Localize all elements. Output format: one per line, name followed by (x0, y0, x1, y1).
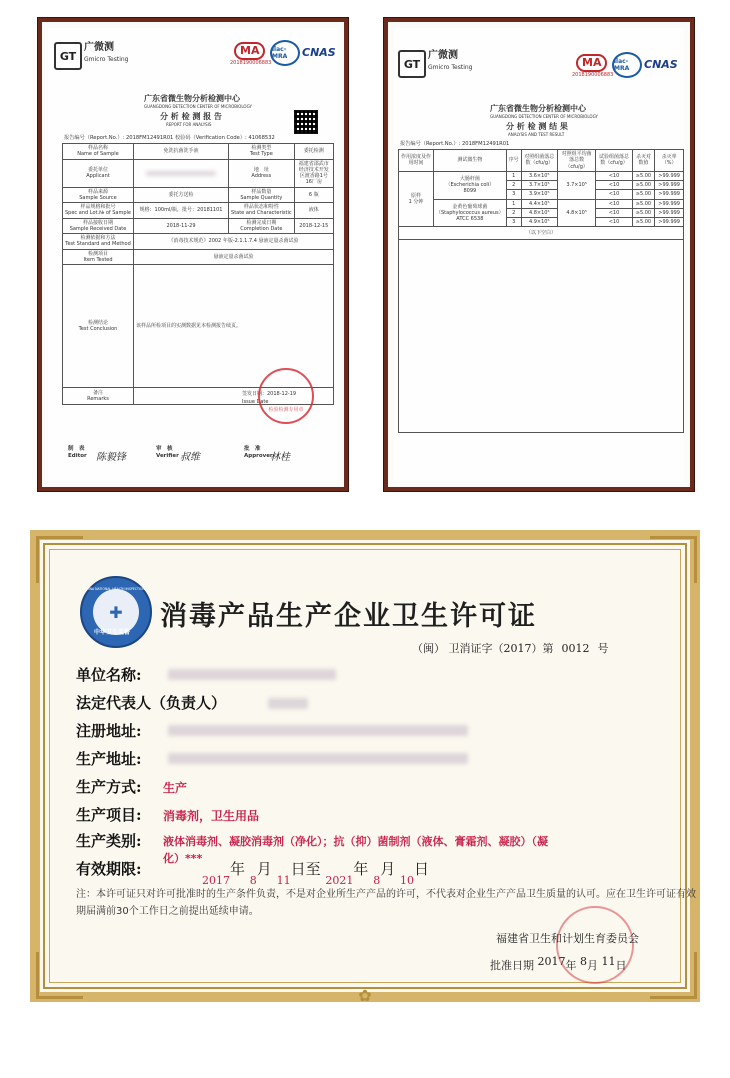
frame-corner-ornament (650, 536, 697, 583)
production-mode-value: 生产 (163, 781, 188, 795)
legal-rep-label: 法定代表人（负责人） (76, 694, 227, 712)
test-count-cell: <10 (596, 199, 632, 208)
cert-suffix: 号 (597, 642, 609, 655)
ma-certification-icon: MA (234, 42, 265, 60)
cert-number-line (412, 640, 609, 656)
approve-day: 11 (601, 955, 616, 968)
label-cell: 样品规格和批号 Spec and Lot.№ of Sample (63, 203, 134, 219)
report-number: 报告编号（Report.No.）: 2018FM12491R01 校验码（Verification Code）: 41068532 (64, 135, 275, 141)
production-types-value-1: 液体消毒剂、凝胶消毒剂（净化）；抗（抑）菌制剂（液体、膏霜剂、凝胶）（凝 (163, 835, 548, 848)
table-row (63, 203, 334, 219)
seq-cell: 3 (506, 190, 521, 199)
table-row (63, 234, 334, 250)
table-row (63, 159, 334, 187)
license-title: 消毒产品生产企业卫生许可证 (160, 601, 537, 632)
rate-cell: >99.999 (655, 208, 684, 217)
valid-day-2: 10 (399, 874, 414, 887)
header-cell: 对照组平均菌落总数（cfu/g） (557, 150, 596, 172)
approve-label: 批准日期 (490, 959, 534, 972)
emblem-caption: 中华卫生监督 (94, 629, 131, 636)
company-name-en: Gmicro Testing (428, 64, 473, 71)
label-cell: 样品接收日期 Sample Received Date (63, 218, 134, 234)
log-cell: ≥5.00 (632, 199, 655, 208)
header-cell: 杀灭率（%） (655, 150, 684, 172)
valid-yue-2: 月 (380, 860, 396, 878)
health-inspection-emblem-icon: ✚ (80, 576, 152, 648)
log-cell: ≥5.00 (632, 218, 655, 227)
company-name-cn: 广微测 (84, 42, 114, 53)
editor-signature: 陈毅锋 (96, 452, 126, 463)
valid-year-2: 2021 (325, 874, 354, 887)
blank-area-row (399, 240, 684, 433)
label-cell: 检测结论 Test Conclusion (63, 265, 134, 388)
report-number: 报告编号（Report.No.）: 2018FM12491R01 (400, 141, 510, 147)
log-cell: ≥5.00 (632, 190, 655, 199)
header-cell: 杀灭对数值 (632, 150, 655, 172)
rate-cell: >99.999 (655, 171, 684, 180)
org-title-en: GUANGDONG DETECTION CENTER OF MICROBIOLOGY (144, 104, 252, 109)
label-cell: 备注 Remarks (63, 388, 134, 405)
org-title-en: GUANGDONG DETECTION CENTER OF MICROBIOLOGY (490, 114, 598, 119)
label-cell: 样品名称 Name of Sample (63, 144, 134, 160)
rate-cell: >99.999 (655, 181, 684, 190)
gmicro-logo-icon: GT (54, 42, 82, 70)
approver-signature: 林桂 (270, 452, 290, 463)
table-row (399, 227, 684, 240)
rate-cell: >99.999 (655, 199, 684, 208)
production-items-value: 消毒剂，卫生用品 (163, 809, 260, 823)
rate-cell: >99.999 (655, 190, 684, 199)
report-page-2 (384, 18, 694, 491)
value-cell: 委托方送检 (134, 187, 229, 203)
table-row (63, 187, 334, 203)
legal-rep-redacted (268, 698, 308, 709)
value-cell: 福建省邵武市经济技术开发区渡香路1号 16厂房 (294, 159, 333, 187)
approve-ri: 日 (615, 959, 627, 972)
license-note: 注：本许可证只对许可批准时的生产条件负责，不是对企业所生产产品的许可，不代表对企业生产产品卫生质量的认可。应在卫生许可证有效期届满前30个工作日之前提出延续申请。 (76, 889, 696, 917)
validity-dates (202, 858, 429, 887)
ilac-mra-icon: ilac-MRA (270, 40, 300, 66)
company-name-cn: 广微测 (428, 50, 458, 61)
label-cell: 检测项目 Item Tested (63, 249, 134, 265)
count-cell: 4.9×10⁵ (521, 218, 557, 227)
table-row (63, 249, 334, 265)
valid-month-1: 8 (249, 874, 257, 887)
cert-year: 2017 (503, 642, 532, 655)
issuer-name: 福建省卫生和计划生育委员会 (496, 932, 639, 945)
result-table (398, 149, 684, 433)
organism-cell: 金黄色葡萄球菌 （Staphylococcus aureus） ATCC 6538 (434, 199, 507, 227)
seq-cell: 1 (506, 171, 521, 180)
valid-nian-2: 年 (353, 860, 369, 878)
org-title: 广东省微生物分析检测中心 (490, 104, 586, 113)
cert-prefix: （闽） (412, 642, 445, 655)
blank-cell (399, 240, 684, 433)
seal-text: 检验检测专用章 (268, 406, 304, 413)
approve-year: 2017 (537, 955, 566, 968)
header-cell: 测试微生物 (434, 150, 507, 172)
test-count-cell: <10 (596, 190, 632, 199)
rate-cell: >99.999 (655, 218, 684, 227)
frame-corner-ornament (36, 952, 83, 999)
approve-nian: 年 (565, 959, 577, 972)
label-cell: 检测依据和方法 Test Standard and Method (63, 234, 134, 250)
log-cell: ≥5.00 (632, 208, 655, 217)
doc-title: 分 析 检 测 报 告 (160, 112, 222, 121)
unit-name-redacted (168, 669, 336, 680)
avg-cell: 4.8×10⁵ (557, 199, 596, 227)
avg-cell: 3.7×10⁵ (557, 171, 596, 199)
valid-nian-1: 年 (230, 860, 246, 878)
count-cell: 3.7×10⁵ (521, 181, 557, 190)
value-cell: 2018-11-29 (134, 218, 229, 234)
value-cell-redacted (134, 159, 229, 187)
official-seal-icon (258, 368, 314, 424)
doc-title-en: ANALYSIS AND TEST RESULT (508, 132, 565, 137)
registered-address-redacted (168, 725, 468, 736)
approve-month: 8 (580, 955, 587, 968)
unit-name-label: 单位名称: (76, 666, 142, 684)
approval-date (490, 957, 627, 973)
company-name-en: Gmicro Testing (84, 56, 129, 63)
emblem-top-text: CHINA NATIONAL HEALTH INSPECTION (84, 587, 145, 591)
log-cell: ≥5.00 (632, 171, 655, 180)
table-row (399, 199, 684, 208)
verifier-signature: 叔维 (180, 452, 200, 463)
label-cell: 检测类型 Test Type (229, 144, 295, 160)
test-count-cell: <10 (596, 208, 632, 217)
value-cell: 6 瓶 (294, 187, 333, 203)
log-cell: ≥5.00 (632, 181, 655, 190)
count-cell: 3.6×10⁵ (521, 171, 557, 180)
org-title: 广东省微生物分析检测中心 (144, 94, 240, 103)
table-row (63, 218, 334, 234)
label-cell: 检测完成日期 Completion Date (229, 218, 295, 234)
label-cell: 委托单位 Applicant (63, 159, 134, 187)
cert-mid: 卫消证字（ (448, 642, 504, 655)
seq-cell: 1 (506, 199, 521, 208)
bottom-ornament-icon: ✿ (358, 986, 372, 1005)
header-cell: 试验组菌落总数（cfu/g） (596, 150, 632, 172)
ma-code: 2018190006883 (572, 72, 614, 78)
organism-cell: 大肠杆菌 （Escherichia coli） 8099 (434, 171, 507, 199)
conclusion-cell (134, 265, 334, 388)
issue-date: 签发日期：2018-12-19 (242, 391, 297, 397)
seq-cell: 2 (506, 181, 521, 190)
seq-cell: 3 (506, 218, 521, 227)
cert-no: 0012 (561, 642, 590, 655)
ma-certification-icon: MA (576, 54, 607, 72)
value-cell: 《消毒技术规范》2002 年版-2.1.1.7.4 悬液定量杀菌试验 (134, 234, 334, 250)
test-count-cell: <10 (596, 218, 632, 227)
production-types-value-2: 化）*** (163, 852, 203, 865)
value-cell: 免洗抗菌洗手液 (134, 144, 229, 160)
gmicro-logo-icon: GT (398, 50, 426, 78)
label-cell: 样品来源 Sample Source (63, 187, 134, 203)
report-page-1 (38, 18, 348, 491)
valid-ri-2: 日 (413, 860, 429, 878)
report-info-table (62, 143, 334, 405)
production-types-label: 生产类别: (76, 832, 142, 850)
header-cell: 对照组菌落总数（cfu/g） (521, 150, 557, 172)
table-header-row (399, 150, 684, 172)
qr-code-icon (294, 110, 318, 134)
approver-label: 批 准 Approver (244, 446, 273, 459)
valid-day-1: 11 (276, 874, 291, 887)
count-cell: 4.8×10⁵ (521, 208, 557, 217)
cert-mid2: ）第 (531, 642, 554, 655)
validity-label: 有效期限: (76, 860, 142, 878)
production-address-redacted (168, 753, 468, 764)
production-mode-label: 生产方式: (76, 778, 142, 796)
valid-ri-zhi: 日至 (290, 860, 321, 878)
value-cell: 委托检测 (294, 144, 333, 160)
label-cell: 样品数量 Sample Quantity (229, 187, 295, 203)
doc-title-en: REPORT FOR ANALYSIS (166, 122, 212, 127)
test-count-cell: <10 (596, 181, 632, 190)
verifier-label: 审 核 Verifier (156, 446, 179, 459)
frame-corner-ornament (36, 536, 83, 583)
value-cell: 2018-12-15 (294, 218, 333, 234)
ma-code: 2018190006883 (230, 60, 272, 66)
header-cell: 序号 (506, 150, 521, 172)
label-cell: 地 址 Address (229, 159, 295, 187)
value-cell: 规格：100ml/瓶，批号：20181101 (134, 203, 229, 219)
conclusion-text: 该样品所检项目的实测数据见本检测报告续页。 (136, 322, 242, 329)
doc-title: 分 析 检 测 结 果 (506, 122, 568, 131)
valid-month-2: 8 (373, 874, 381, 887)
registered-address-label: 注册地址: (76, 722, 142, 740)
value-cell: 液体 (294, 203, 333, 219)
approve-yue: 月 (587, 959, 598, 972)
production-items-label: 生产项目: (76, 806, 142, 824)
value-cell: 悬液定量杀菌试验 (134, 249, 334, 265)
valid-year-1: 2017 (202, 874, 230, 887)
ilac-mra-icon: ilac-MRA (612, 52, 642, 78)
production-address-label: 生产地址: (76, 750, 142, 768)
issue-date-en: Issue Date (242, 399, 269, 405)
frame-corner-ornament (650, 952, 697, 999)
table-row (63, 144, 334, 160)
count-cell: 3.9×10⁵ (521, 190, 557, 199)
editor-label: 制 表 Editor (68, 446, 87, 459)
concentration-cell: 原样 1 分钟 (399, 171, 434, 227)
seq-cell: 2 (506, 208, 521, 217)
test-count-cell: <10 (596, 171, 632, 180)
cnas-logo-icon: CNAS (302, 46, 336, 59)
table-row (399, 171, 684, 180)
label-cell: 样品状态和特性 State and Characteristic (229, 203, 295, 219)
header-cell: 作用浓度及作用时间 (399, 150, 434, 172)
footer-cell: （以下空白） (399, 227, 684, 240)
cnas-logo-icon: CNAS (644, 58, 678, 71)
valid-yue-1: 月 (256, 860, 272, 878)
count-cell: 4.4×10⁵ (521, 199, 557, 208)
